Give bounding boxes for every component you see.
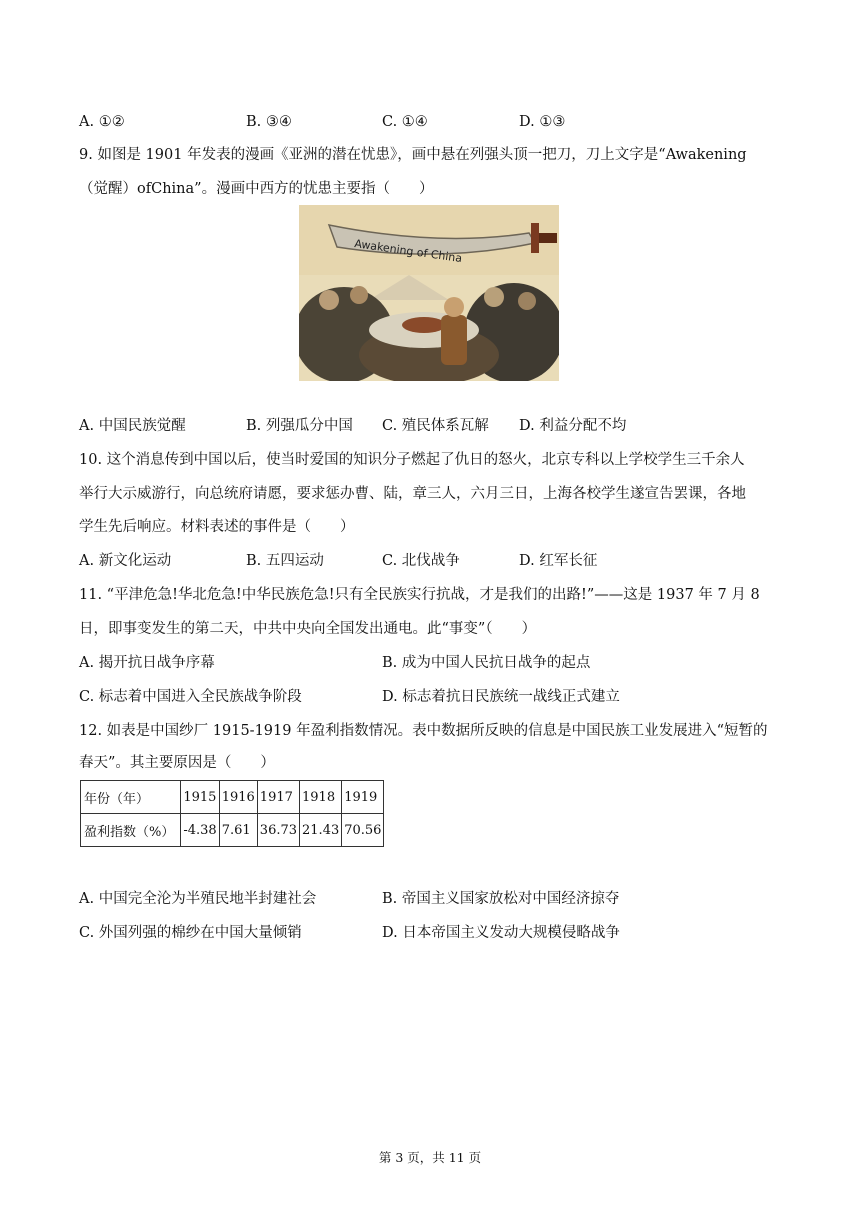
table-cell: 1918 xyxy=(300,781,342,814)
q11-line1: 11. “平津危急!华北危急!中华民族危急!只有全民族实行抗战，才是我们的出路!”——这是 1937 年 7 月 8 xyxy=(79,587,760,603)
q12-line1: 12. 如表是中国纱厂 1915-1919 年盈利指数情况。表中数据所反映的信息是中国民族工业发展进入“短暂的 xyxy=(79,723,768,739)
q8-option-a: A. ①② xyxy=(79,114,125,130)
q11-line2: 日，即事变发生的第二天，中共中央向全国发出通电。此“事变”（ ） xyxy=(79,621,537,637)
q9-stem-line1: 9. 如图是 1901 年发表的漫画《亚洲的潜在忧患》，画中悬在列强头顶一把刀，刀上文字是“Awakening xyxy=(79,147,747,163)
q11-option-d: D. 标志着抗日民族统一战线正式建立 xyxy=(382,689,620,705)
q10-option-b: B. 五四运动 xyxy=(246,553,324,569)
q8-option-b: B. ③④ xyxy=(246,114,292,130)
q8-option-c: C. ①④ xyxy=(382,114,428,130)
profit-index-table xyxy=(80,780,384,847)
q10-line1: 10. 这个消息传到中国以后，使当时爱国的知识分子燃起了仇日的怒火，北京专科以上学校学生三千余人 xyxy=(79,452,745,468)
table-row xyxy=(81,814,384,847)
q9-option-b: B. 列强瓜分中国 xyxy=(246,418,353,434)
q9-option-d: D. 利益分配不均 xyxy=(519,418,627,434)
table-cell: 21.43 xyxy=(300,814,342,847)
q12-option-b: B. 帝国主义国家放松对中国经济掠夺 xyxy=(382,891,620,907)
table-cell: 1917 xyxy=(257,781,299,814)
cartoon-sword-text: Awakening of China xyxy=(353,237,463,266)
page-footer: 第 3 页，共 11 页 xyxy=(378,1150,482,1165)
q11-option-c: C. 标志着中国进入全民族战争阶段 xyxy=(79,689,302,705)
q12-line2: 春天”。其主要原因是（ ） xyxy=(79,755,275,771)
table-cell: -4.38 xyxy=(181,814,219,847)
q12-option-d: D. 日本帝国主义发动大规模侵略战争 xyxy=(382,925,620,941)
table-cell: 70.56 xyxy=(342,814,384,847)
q9-stem-line2: （觉醒）ofChina”。漫画中西方的忧患主要指（ ） xyxy=(79,181,434,197)
q11-option-b: B. 成为中国人民抗日战争的起点 xyxy=(382,655,591,671)
cartoon-image xyxy=(299,205,559,381)
q9-option-c: C. 殖民体系瓦解 xyxy=(382,418,489,434)
table-cell: 1916 xyxy=(219,781,257,814)
table-cell: 7.61 xyxy=(219,814,257,847)
table-row xyxy=(81,781,384,814)
q8-option-d: D. ①③ xyxy=(519,114,566,130)
q10-option-c: C. 北伐战争 xyxy=(382,553,460,569)
table-cell: 1915 xyxy=(181,781,219,814)
q12-option-a: A. 中国完全沦为半殖民地半封建社会 xyxy=(79,891,317,907)
table-cell: 1919 xyxy=(342,781,384,814)
q12-option-c: C. 外国列强的棉纱在中国大量倾销 xyxy=(79,925,302,941)
q11-option-a: A. 揭开抗日战争序幕 xyxy=(79,655,215,671)
table-cell: 36.73 xyxy=(257,814,299,847)
q10-option-d: D. 红军长征 xyxy=(519,553,598,569)
q10-option-a: A. 新文化运动 xyxy=(79,553,172,569)
q9-option-a: A. 中国民族觉醒 xyxy=(79,418,186,434)
q10-line2: 举行大示威游行，向总统府请愿，要求惩办曹、陆，章三人，六月三日，上海各校学生遂宣告罢课，各地 xyxy=(79,486,746,502)
q10-line3: 学生先后响应。材料表述的事件是（ ） xyxy=(79,519,355,535)
table-cell: 盈利指数（%） xyxy=(81,814,181,847)
table-cell: 年份（年） xyxy=(81,781,181,814)
